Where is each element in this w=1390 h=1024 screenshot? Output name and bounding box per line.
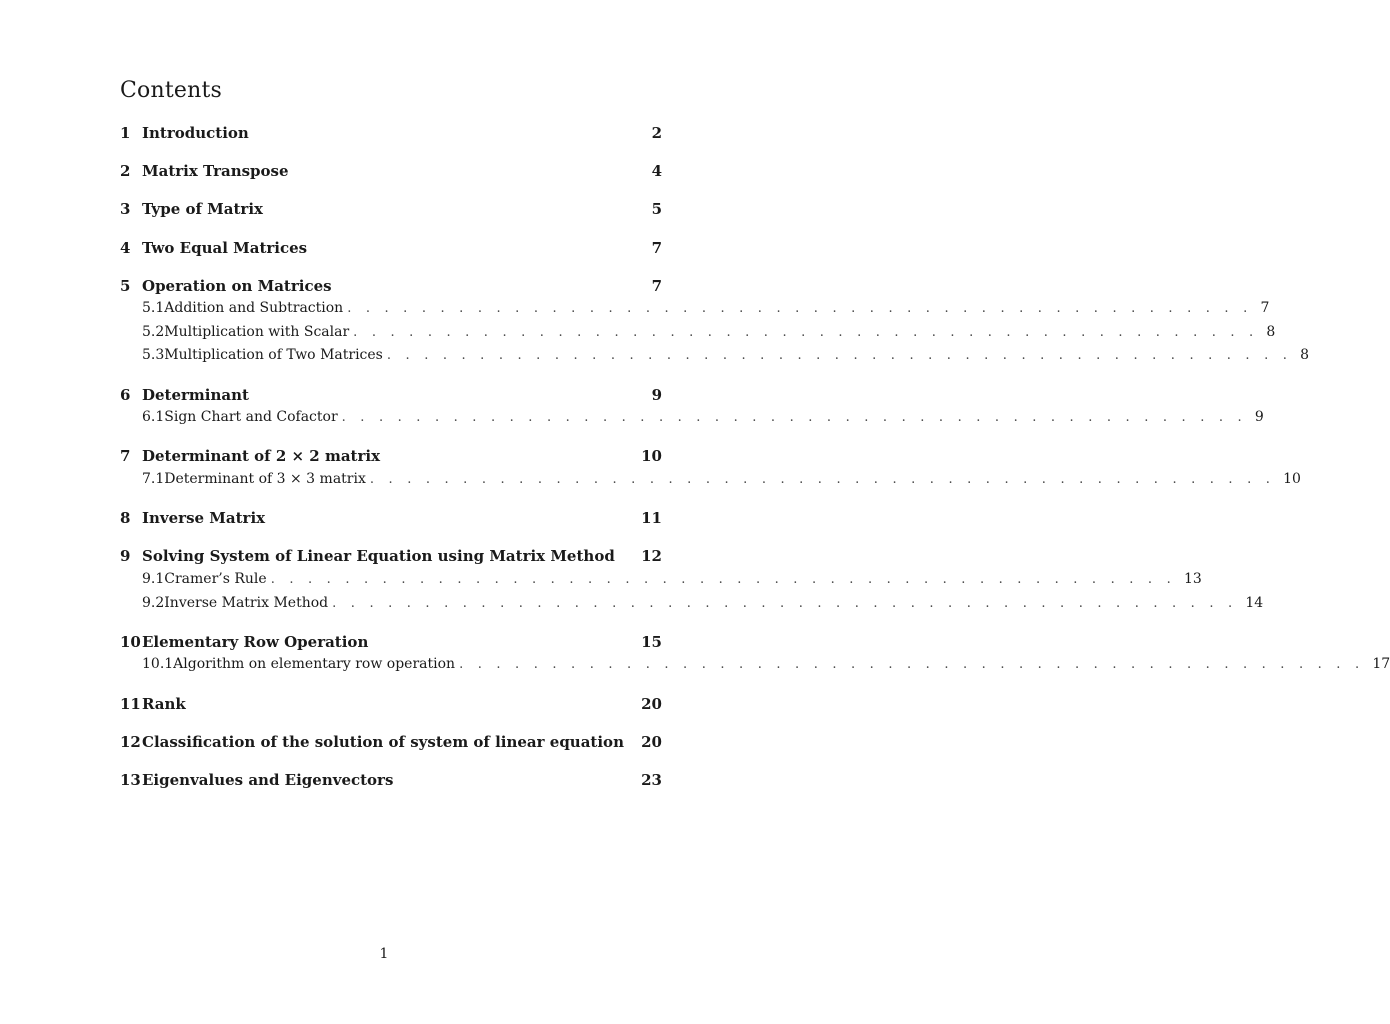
page-number: 12 xyxy=(641,547,662,565)
section-number: 11 xyxy=(120,695,141,713)
section-title: Operation on Matrices xyxy=(142,277,332,295)
page-number: 17 xyxy=(1372,656,1390,672)
dot-leader: . . . . . . . . . . . . . . . . . . . . . . . . . . . . . . . . . . . . . . . . . . . . . . . . . xyxy=(353,325,1259,340)
page-number: 10 xyxy=(1283,471,1301,487)
page-number: 7 xyxy=(1260,300,1270,316)
page-number: 9 xyxy=(1254,409,1264,425)
subsection-number: 7.1 xyxy=(142,471,165,487)
toc-entry-section[interactable] xyxy=(120,239,662,259)
section-number: 5 xyxy=(120,277,131,295)
dot-leader: . . . . . . . . . . . . . . . . . . . . . . . . . . . . . . . . . . . . . . . . . . . . . . . . . xyxy=(459,657,1365,672)
toc-entry-section[interactable] xyxy=(120,771,662,791)
dot-leader: . . . . . . . . . . . . . . . . . . . . . . . . . . . . . . . . . . . . . . . . . . . . . . . . . xyxy=(341,410,1247,425)
section-title: Classification of the solution of system of linear equation xyxy=(142,733,624,751)
section-title: Rank xyxy=(142,695,186,713)
toc-entry-section[interactable] xyxy=(120,200,662,220)
page-number: 20 xyxy=(641,695,662,713)
toc-entry-section[interactable] xyxy=(120,733,662,753)
section-title: Matrix Transpose xyxy=(142,162,289,180)
page-number: 23 xyxy=(641,771,662,789)
section-title: Elementary Row Operation xyxy=(142,633,369,651)
page-number: 15 xyxy=(641,633,662,651)
toc-entry-section[interactable] xyxy=(120,386,662,406)
toc-entry-subsection[interactable] xyxy=(142,656,1390,676)
toc-entry-section[interactable] xyxy=(120,695,662,715)
page-number: 5 xyxy=(651,200,662,218)
section-title: Solving System of Linear Equation using Matrix Method xyxy=(142,547,615,565)
toc-entry-subsection[interactable] xyxy=(142,471,1301,491)
subsection-number: 9.2 xyxy=(142,595,165,611)
toc-entry-section[interactable] xyxy=(120,124,662,144)
page-number: 8 xyxy=(1266,324,1276,340)
dot-leader: . . . . . . . . . . . . . . . . . . . . . . . . . . . . . . . . . . . . . . . . . . . . . . . . . xyxy=(386,348,1293,363)
subsection-title: Sign Chart and Cofactor xyxy=(164,409,338,425)
section-title: Introduction xyxy=(142,124,249,142)
toc-entry-section[interactable] xyxy=(120,509,662,529)
subsection-number: 5.3 xyxy=(142,347,165,363)
page-number: 7 xyxy=(651,239,662,257)
page-number: 4 xyxy=(651,162,662,180)
section-number: 9 xyxy=(120,547,131,565)
section-title: Eigenvalues and Eigenvectors xyxy=(142,771,394,789)
subsection-number: 6.1 xyxy=(142,409,165,425)
section-number: 12 xyxy=(120,733,141,751)
section-title: Determinant of 2 × 2 matrix xyxy=(142,447,381,465)
toc-entry-subsection[interactable] xyxy=(142,324,1276,344)
subsection-number: 9.1 xyxy=(142,571,165,587)
toc-entry-section[interactable] xyxy=(120,547,662,567)
subsection-title: Determinant of 3 × 3 matrix xyxy=(164,471,366,487)
section-number: 7 xyxy=(120,447,131,465)
page-number: 8 xyxy=(1300,347,1310,363)
section-title: Two Equal Matrices xyxy=(142,239,308,257)
subsection-number: 5.2 xyxy=(142,324,165,340)
toc-entry-section[interactable] xyxy=(120,447,662,467)
toc-entry-section[interactable] xyxy=(120,277,662,297)
toc-entry-subsection[interactable] xyxy=(142,571,1202,591)
page-number: 2 xyxy=(651,124,662,142)
page-number: 9 xyxy=(651,386,662,404)
section-title: Determinant xyxy=(142,386,249,404)
section-title: Inverse Matrix xyxy=(142,509,266,527)
dot-leader: . . . . . . . . . . . . . . . . . . . . . . . . . . . . . . . . . . . . . . . . . . . . . . . . . xyxy=(270,572,1176,587)
page-number: 7 xyxy=(651,277,662,295)
page-title: Contents xyxy=(120,78,223,103)
section-title: Type of Matrix xyxy=(142,200,263,218)
dot-leader: . . . . . . . . . . . . . . . . . . . . . . . . . . . . . . . . . . . . . . . . . . . . . . . . . xyxy=(369,472,1276,487)
dot-leader: . . . . . . . . . . . . . . . . . . . . . . . . . . . . . . . . . . . . . . . . . . . . . . . . . xyxy=(347,301,1253,316)
page-number: 10 xyxy=(641,447,662,465)
subsection-title: Multiplication of Two Matrices xyxy=(164,347,383,363)
toc-entry-subsection[interactable] xyxy=(142,300,1270,320)
subsection-title: Multiplication with Scalar xyxy=(164,324,350,340)
subsection-title: Algorithm on elementary row operation xyxy=(173,656,456,672)
subsection-title: Addition and Subtraction xyxy=(164,300,344,316)
subsection-title: Inverse Matrix Method xyxy=(164,595,329,611)
section-number: 1 xyxy=(120,124,131,142)
toc-entry-section[interactable] xyxy=(120,633,662,653)
section-number: 6 xyxy=(120,386,131,404)
page-number: 11 xyxy=(641,509,662,527)
toc-entry-subsection[interactable] xyxy=(142,347,1310,367)
section-number: 13 xyxy=(120,771,141,789)
toc-entry-subsection[interactable] xyxy=(142,409,1264,429)
subsection-number: 10.1 xyxy=(142,656,174,672)
page-number: 13 xyxy=(1183,571,1202,587)
toc-entry-section[interactable] xyxy=(120,162,662,182)
section-number: 10 xyxy=(120,633,141,651)
subsection-title: Cramer’s Rule xyxy=(164,571,267,587)
section-number: 3 xyxy=(120,200,131,218)
page-number: 20 xyxy=(641,733,662,751)
subsection-number: 5.1 xyxy=(142,300,165,316)
section-number: 4 xyxy=(120,239,131,257)
section-number: 2 xyxy=(120,162,131,180)
page-number: 14 xyxy=(1245,595,1264,611)
section-number: 8 xyxy=(120,509,131,527)
page-footer-number: 1 xyxy=(379,946,389,962)
toc-entry-subsection[interactable] xyxy=(142,595,1264,615)
dot-leader: . . . . . . . . . . . . . . . . . . . . . . . . . . . . . . . . . . . . . . . . . . . . . . . . . xyxy=(332,596,1238,611)
